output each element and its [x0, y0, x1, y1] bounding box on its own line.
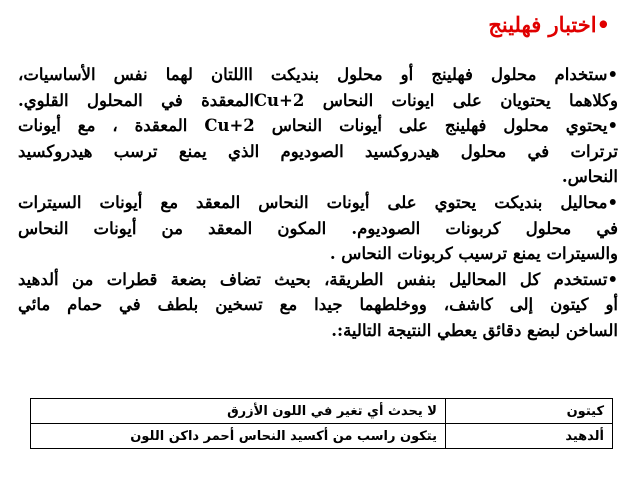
- body-line: وكلاهما يحتويان على ايونات النحاس Cu+2المعقدة في المحلول القلوي.: [18, 90, 618, 110]
- body-line: •ستخدام محلول فهلينج أو محلول بنديكت االلتان لهما نفس الأساسيات،: [18, 65, 618, 84]
- slide-title: •اختبار فهلينج: [488, 12, 610, 37]
- body-line: •يحتوي محلول فهلينج على أيونات النحاس Cu+2 المعقدة ، مع أيونات: [18, 116, 618, 136]
- table-cell-result: يتكون راسب من أكسيد النحاس أحمر داكن اللون: [31, 424, 446, 449]
- table-row: [31, 399, 613, 424]
- body-line: والسيترات يمنع ترسيب كربونات النحاس .: [329, 244, 618, 264]
- body-line: الساخن لبضع دقائق يعطي النتيجة التالية:.: [331, 320, 618, 340]
- body-line: النحاس.: [561, 167, 618, 187]
- body-line: •محاليل بنديكت يحتوي على أيونات النحاس المعقد مع أيونات السيترات: [18, 192, 618, 212]
- table-row: [31, 424, 613, 449]
- slide-body: [18, 62, 618, 344]
- table-cell-result: لا يحدث أي تغير في اللون الأزرق: [31, 399, 446, 424]
- body-line: في محلول كربونات الصوديوم. المكون المعقد من أيونات النحاس: [18, 218, 618, 238]
- table-cell-compound: كيتون: [446, 399, 613, 424]
- body-line: ترترات في محلول هيدروكسيد الصوديوم الذي يمنع ترسب هيدروكسيد: [18, 141, 618, 161]
- results-table: [30, 398, 613, 449]
- body-line: أو كيتون إلى كاشف، ووخلطهما جيدا مع تسخين بلطف في حمام مائي: [18, 295, 618, 315]
- body-line: •تستخدم كل المحاليل بنفس الطريقة، بحيث تضاف بضعة قطرات من ألدهيد: [18, 269, 618, 289]
- table-cell-compound: ألدهيد: [446, 424, 613, 449]
